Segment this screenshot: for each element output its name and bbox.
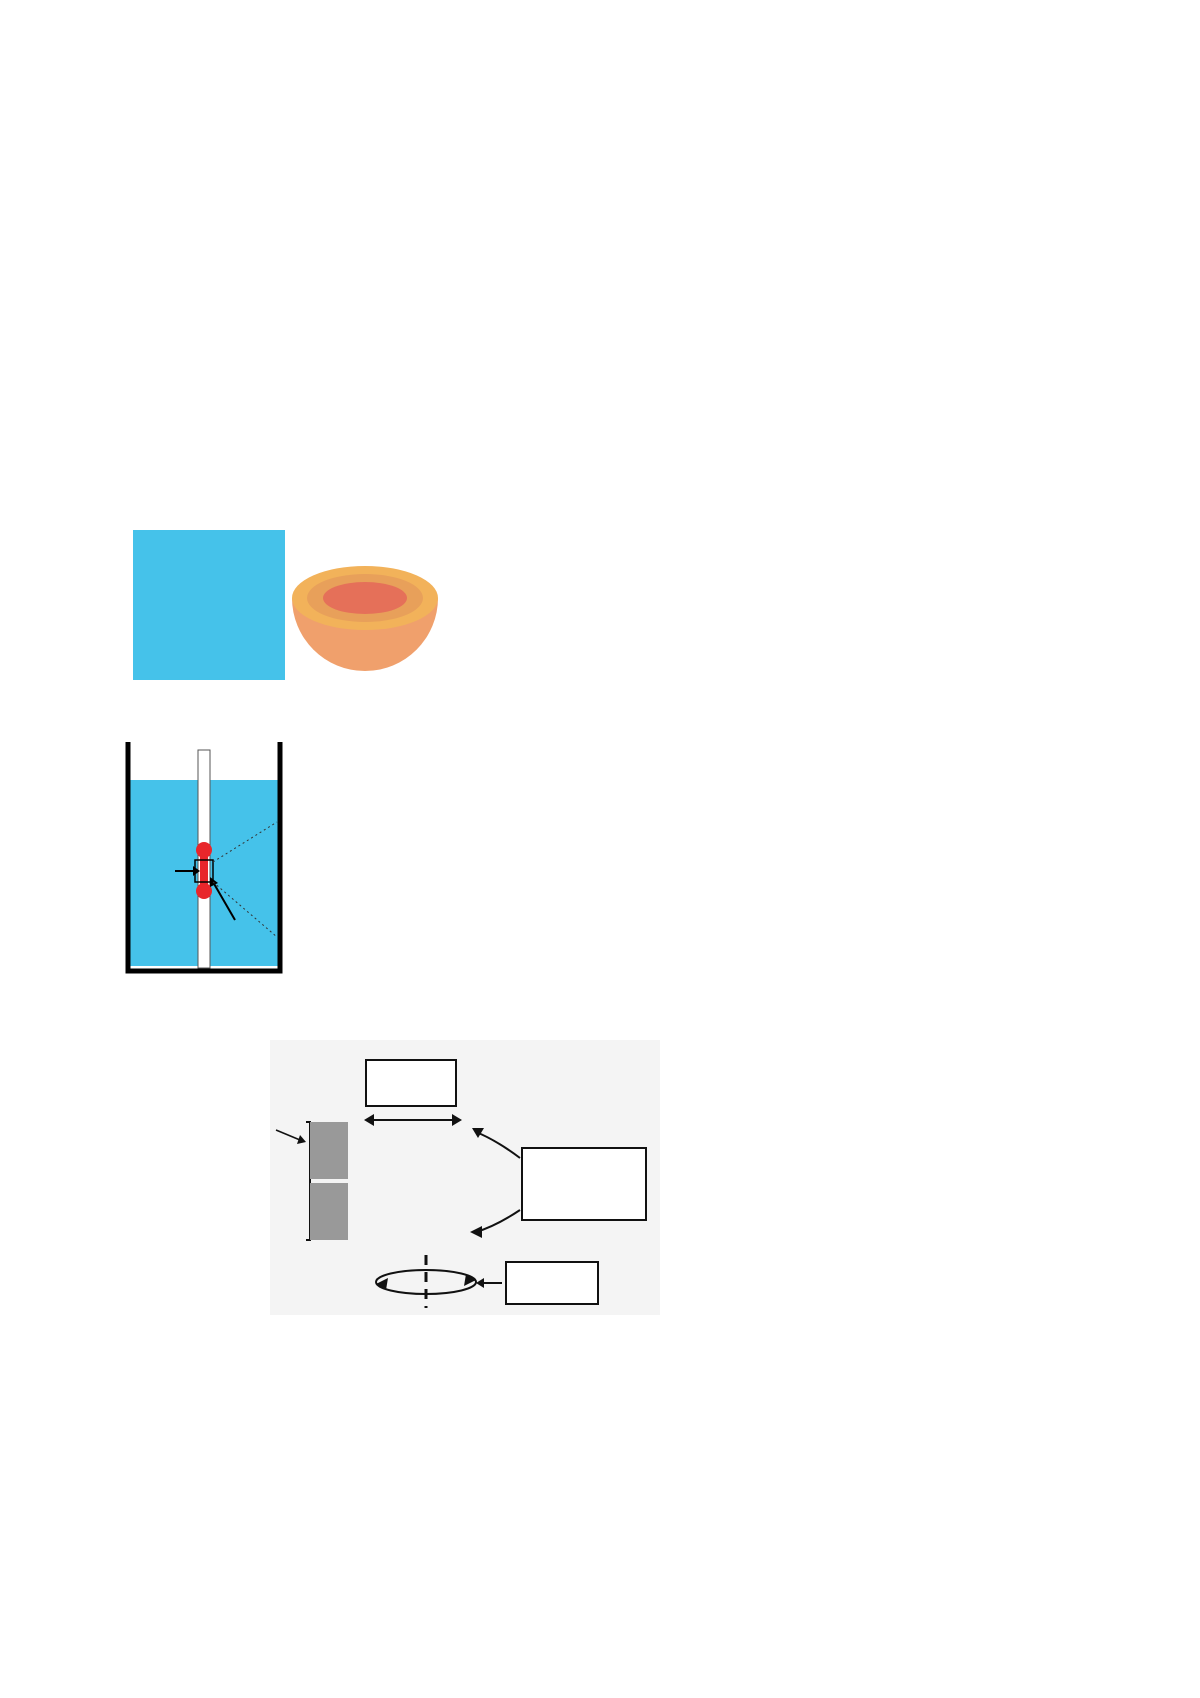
lipid-movements-figure — [270, 1040, 660, 1315]
black-membrane-figure — [125, 742, 285, 974]
liposome-cross-section-bg — [133, 530, 285, 680]
rotation-box — [506, 1262, 598, 1304]
diffusion-box — [366, 1060, 456, 1106]
liposome-figure — [130, 528, 440, 683]
liposome-3d-half — [292, 566, 438, 671]
flipflop-box — [522, 1148, 646, 1220]
bullet-item — [155, 408, 171, 431]
